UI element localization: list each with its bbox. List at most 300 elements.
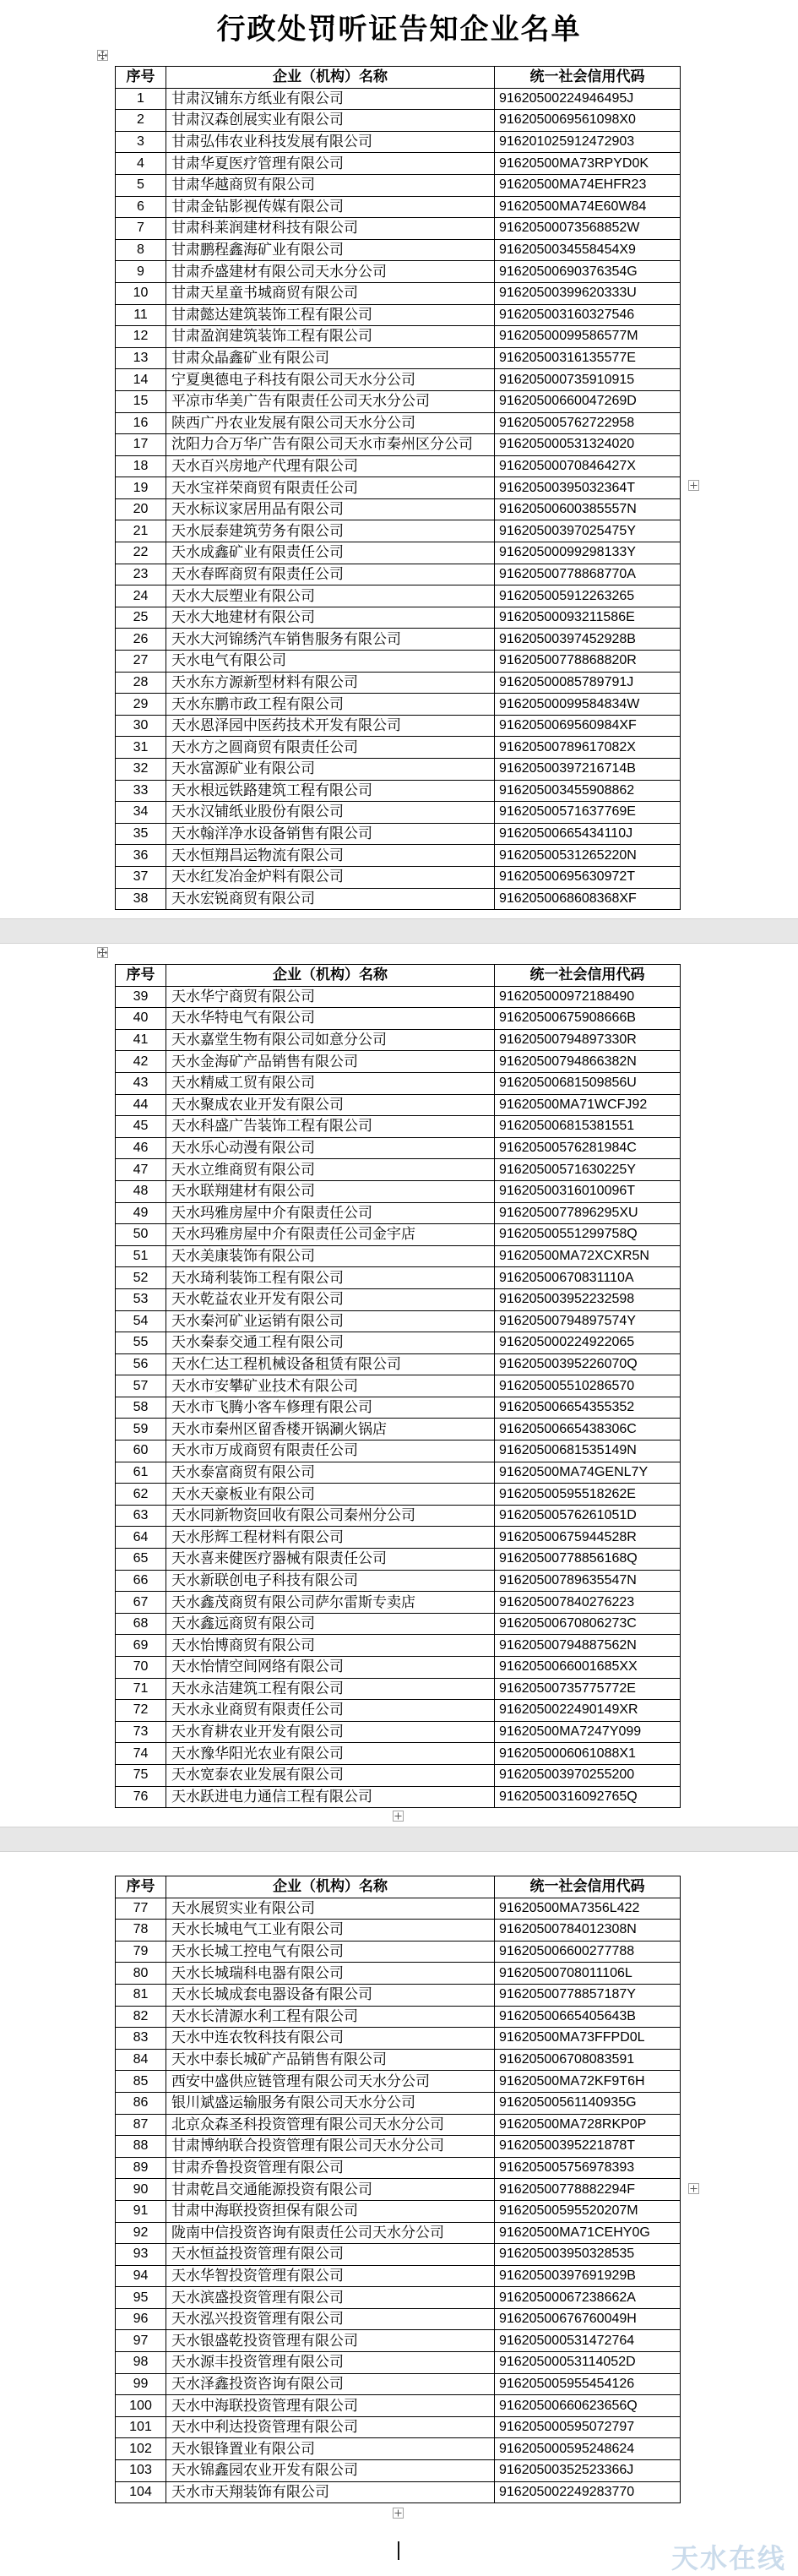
credit-code-cell: 9162050022490149XR — [495, 1700, 681, 1722]
table-row — [116, 2028, 681, 2050]
company-name-cell: 天水金海矿产品销售有限公司 — [166, 1051, 495, 1073]
company-name-cell: 甘肃科莱润建材科技有限公司 — [166, 218, 495, 240]
credit-code-cell: 91620500MA74EHFR23 — [495, 174, 681, 196]
credit-code-cell: 91620500395221878T — [495, 2136, 681, 2158]
table-row — [116, 1180, 681, 1202]
table-row — [116, 585, 681, 607]
credit-code-cell: 91620500316092765Q — [495, 1786, 681, 1808]
credit-code-cell: 916201025912472903 — [495, 131, 681, 153]
company-name-cell: 天水跃进电力通信工程有限公司 — [166, 1786, 495, 1808]
company-name-cell: 天水方之圆商贸有限责任公司 — [166, 737, 495, 759]
table-row — [116, 2092, 681, 2114]
serial-number-cell: 74 — [116, 1743, 166, 1765]
table-row — [116, 2460, 681, 2482]
serial-number-cell: 36 — [116, 845, 166, 867]
table-row — [116, 1484, 681, 1506]
table-row — [116, 1743, 681, 1765]
table-row — [116, 1527, 681, 1549]
credit-code-cell: 91620500399620333U — [495, 282, 681, 304]
company-name-cell: 天水琦利装饰工程有限公司 — [166, 1267, 495, 1289]
company-name-cell: 天水东方源新型材料有限公司 — [166, 672, 495, 694]
company-name-cell: 天水市安攀矿业技术有限公司 — [166, 1375, 495, 1397]
credit-code-cell: 91620500778856168Q — [495, 1549, 681, 1571]
company-name-cell: 甘肃华夏医疗管理有限公司 — [166, 153, 495, 175]
table-row — [116, 2179, 681, 2201]
table-row — [116, 1245, 681, 1267]
credit-code-cell: 91620500789635547N — [495, 1570, 681, 1592]
company-name-cell: 天水长城工控电气有限公司 — [166, 1941, 495, 1963]
header-serial-number: 序号 — [116, 1876, 166, 1898]
credit-code-cell: 916205000531472764 — [495, 2330, 681, 2352]
header-company-name: 企业（机构）名称 — [166, 1876, 495, 1898]
credit-code-cell: 916205005955454126 — [495, 2373, 681, 2395]
header-serial-number: 序号 — [116, 67, 166, 89]
credit-code-cell: 916205000531324020 — [495, 434, 681, 456]
table-row — [116, 261, 681, 283]
serial-number-cell: 103 — [116, 2460, 166, 2482]
serial-number-cell: 14 — [116, 369, 166, 391]
table-row — [116, 2373, 681, 2395]
credit-code-cell: 91620500665405643B — [495, 2006, 681, 2028]
table-row — [116, 1570, 681, 1592]
company-name-cell: 天水玛雅房屋中介有限责任公司金宇店 — [166, 1224, 495, 1246]
company-name-cell: 天水精威工贸有限公司 — [166, 1072, 495, 1094]
serial-number-cell: 89 — [116, 2157, 166, 2179]
insert-row-plus-icon[interactable] — [688, 480, 699, 491]
company-name-cell: 天水银盛乾投资管理有限公司 — [166, 2330, 495, 2352]
table-row — [116, 282, 681, 304]
table-row — [116, 1635, 681, 1657]
table-row — [116, 1613, 681, 1635]
company-name-cell: 天水大地建材有限公司 — [166, 607, 495, 629]
table-row — [116, 715, 681, 737]
document-title: 行政处罚听证告知企业名单 — [216, 13, 582, 46]
serial-number-cell: 33 — [116, 780, 166, 802]
credit-code-cell: 91620500MA73FFPD0L — [495, 2028, 681, 2050]
credit-code-cell: 91620500MA71WCFJ92 — [495, 1094, 681, 1116]
credit-code-cell: 91620500794897330R — [495, 1029, 681, 1051]
company-name-cell: 天水怡情空间网络有限公司 — [166, 1657, 495, 1679]
serial-number-cell: 65 — [116, 1549, 166, 1571]
table-row — [116, 564, 681, 585]
company-name-cell: 天水永业商贸有限责任公司 — [166, 1700, 495, 1722]
credit-code-cell: 91620500660047269D — [495, 390, 681, 412]
credit-code-cell: 916205006654355352 — [495, 1397, 681, 1419]
credit-code-cell: 91620500778857187Y — [495, 1984, 681, 2006]
serial-number-cell: 54 — [116, 1310, 166, 1332]
table-row — [116, 737, 681, 759]
serial-number-cell: 82 — [116, 2006, 166, 2028]
company-name-cell: 甘肃中海联投资担保有限公司 — [166, 2200, 495, 2222]
table-move-icon[interactable] — [97, 50, 108, 61]
table-row — [116, 1764, 681, 1786]
company-name-cell: 天水恒益投资管理有限公司 — [166, 2244, 495, 2266]
table-row — [116, 2330, 681, 2352]
company-name-cell: 天水大河锦绣汽车销售服务有限公司 — [166, 629, 495, 651]
table-row — [116, 390, 681, 412]
table-row — [116, 651, 681, 673]
serial-number-cell: 55 — [116, 1332, 166, 1354]
company-name-cell: 甘肃华越商贸有限公司 — [166, 174, 495, 196]
serial-number-cell: 94 — [116, 2265, 166, 2287]
credit-code-cell: 916205003950328535 — [495, 2244, 681, 2266]
credit-code-cell: 916205005756978393 — [495, 2157, 681, 2179]
header-credit-code: 统一社会信用代码 — [495, 1876, 681, 1898]
company-name-cell: 甘肃乔盛建材有限公司天水分公司 — [166, 261, 495, 283]
serial-number-cell: 23 — [116, 564, 166, 585]
company-name-cell: 天水市万成商贸有限责任公司 — [166, 1440, 495, 1462]
company-name-cell: 天水富源矿业有限公司 — [166, 759, 495, 781]
company-name-cell: 天水仁达工程机械设备租赁有限公司 — [166, 1353, 495, 1375]
table-row — [116, 1941, 681, 1963]
company-name-cell: 天水华宁商贸有限公司 — [166, 986, 495, 1008]
serial-number-cell: 68 — [116, 1613, 166, 1635]
serial-number-cell: 16 — [116, 412, 166, 434]
serial-number-cell: 92 — [116, 2222, 166, 2244]
credit-code-cell: 91620500778882294F — [495, 2179, 681, 2201]
credit-code-cell: 9162050069560984XF — [495, 715, 681, 737]
serial-number-cell: 39 — [116, 986, 166, 1008]
company-name-cell: 甘肃鹏程鑫海矿业有限公司 — [166, 239, 495, 261]
table-row — [116, 2416, 681, 2438]
company-name-cell: 天水电气有限公司 — [166, 651, 495, 673]
credit-code-cell: 91620500778868770A — [495, 564, 681, 585]
company-name-cell: 甘肃汉铺东方纸业有限公司 — [166, 88, 495, 110]
serial-number-cell: 61 — [116, 1462, 166, 1484]
company-name-cell: 天水市天翔装饰有限公司 — [166, 2481, 495, 2503]
table-row — [116, 304, 681, 326]
serial-number-cell: 104 — [116, 2481, 166, 2503]
table-row — [116, 1592, 681, 1614]
credit-code-cell: 91620500571630225Y — [495, 1159, 681, 1181]
table-row — [116, 629, 681, 651]
table-row — [116, 1116, 681, 1138]
table-row — [116, 1440, 681, 1462]
serial-number-cell: 101 — [116, 2416, 166, 2438]
table-row — [116, 845, 681, 867]
serial-number-cell: 81 — [116, 1984, 166, 2006]
serial-number-cell: 67 — [116, 1592, 166, 1614]
table-row — [116, 1353, 681, 1375]
company-name-cell: 天水翰洋净水设备销售有限公司 — [166, 823, 495, 845]
credit-code-cell: 91620500675944528R — [495, 1527, 681, 1549]
credit-code-cell: 91620500675908666B — [495, 1008, 681, 1030]
credit-code-cell: 916205003455908862 — [495, 780, 681, 802]
credit-code-cell: 91620500MA71CEHY0G — [495, 2222, 681, 2244]
table-row — [116, 153, 681, 175]
company-name-cell: 天水长城电气工业有限公司 — [166, 1920, 495, 1942]
table-row — [116, 1051, 681, 1073]
serial-number-cell: 72 — [116, 1700, 166, 1722]
serial-number-cell: 27 — [116, 651, 166, 673]
company-name-cell: 陇南中信投资咨询有限责任公司天水分公司 — [166, 2222, 495, 2244]
serial-number-cell: 100 — [116, 2395, 166, 2417]
table-row — [116, 347, 681, 369]
table-row — [116, 694, 681, 716]
serial-number-cell: 44 — [116, 1094, 166, 1116]
serial-number-cell: 18 — [116, 455, 166, 477]
credit-code-cell: 91620500099584834W — [495, 694, 681, 716]
credit-code-cell: 91620500085789791J — [495, 672, 681, 694]
credit-code-cell: 916205005912263265 — [495, 585, 681, 607]
company-name-cell: 北京众森圣科投资管理有限公司天水分公司 — [166, 2114, 495, 2136]
company-name-cell: 天水春晖商贸有限责任公司 — [166, 564, 495, 585]
company-name-cell: 天水鑫远商贸有限公司 — [166, 1613, 495, 1635]
company-name-cell: 天水育耕农业开发有限公司 — [166, 1721, 495, 1743]
serial-number-cell: 56 — [116, 1353, 166, 1375]
insert-row-plus-icon[interactable] — [688, 2183, 699, 2194]
credit-code-cell: 91620500352523366J — [495, 2460, 681, 2482]
header-company-name: 企业（机构）名称 — [166, 67, 495, 89]
credit-code-cell: 91620500070846427X — [495, 455, 681, 477]
credit-code-cell: 916205006708083591 — [495, 2049, 681, 2071]
company-name-cell: 天水华智投资管理有限公司 — [166, 2265, 495, 2287]
table-row — [116, 520, 681, 542]
company-name-cell: 西安中盛供应链管理有限公司天水分公司 — [166, 2071, 495, 2093]
credit-code-cell: 916205000595072797 — [495, 2416, 681, 2438]
serial-number-cell: 60 — [116, 1440, 166, 1462]
document-page-3[interactable] — [0, 1852, 798, 2576]
company-name-cell: 甘肃众晶鑫矿业有限公司 — [166, 347, 495, 369]
serial-number-cell: 15 — [116, 390, 166, 412]
serial-number-cell: 76 — [116, 1786, 166, 1808]
table-row — [116, 2157, 681, 2179]
table-row — [116, 1288, 681, 1310]
header-serial-number: 序号 — [116, 965, 166, 987]
serial-number-cell: 8 — [116, 239, 166, 261]
credit-code-cell: 91620500778868820R — [495, 651, 681, 673]
company-name-cell: 天水华特电气有限公司 — [166, 1008, 495, 1030]
credit-code-cell: 91620500690376354G — [495, 261, 681, 283]
serial-number-cell: 4 — [116, 153, 166, 175]
credit-code-cell: 91620500595518262E — [495, 1484, 681, 1506]
company-table-page-1 — [115, 66, 681, 910]
insert-column-plus-icon[interactable] — [393, 1811, 404, 1822]
table-row — [116, 1267, 681, 1289]
company-name-cell: 甘肃乾昌交通能源投资有限公司 — [166, 2179, 495, 2201]
table-row — [116, 759, 681, 781]
insert-column-plus-icon[interactable] — [393, 2508, 404, 2519]
company-name-cell: 天水中海联投资管理有限公司 — [166, 2395, 495, 2417]
serial-number-cell: 3 — [116, 131, 166, 153]
serial-number-cell: 2 — [116, 110, 166, 132]
credit-code-cell: 91620500561140935G — [495, 2092, 681, 2114]
company-name-cell: 天水大辰塑业有限公司 — [166, 585, 495, 607]
company-name-cell: 甘肃金钻影视传媒有限公司 — [166, 196, 495, 218]
company-name-cell: 平凉市华美广告有限责任公司天水分公司 — [166, 390, 495, 412]
table-row — [116, 131, 681, 153]
serial-number-cell: 26 — [116, 629, 166, 651]
serial-number-cell: 6 — [116, 196, 166, 218]
company-name-cell: 天水泰富商贸有限公司 — [166, 1462, 495, 1484]
table-row — [116, 1419, 681, 1440]
table-row — [116, 455, 681, 477]
table-row — [116, 823, 681, 845]
credit-code-cell: 916205005510286570 — [495, 1375, 681, 1397]
serial-number-cell: 66 — [116, 1570, 166, 1592]
company-name-cell: 天水永洁建筑工程有限公司 — [166, 1678, 495, 1700]
table-row — [116, 1137, 681, 1159]
company-name-cell: 天水标议家居用品有限公司 — [166, 498, 495, 520]
credit-code-cell: 91620500660623656Q — [495, 2395, 681, 2417]
serial-number-cell: 46 — [116, 1137, 166, 1159]
company-name-cell: 天水秦泰交通工程有限公司 — [166, 1332, 495, 1354]
credit-code-cell: 916205002249283770 — [495, 2481, 681, 2503]
company-name-cell: 宁夏奥德电子科技有限公司天水分公司 — [166, 369, 495, 391]
credit-code-cell: 91620500576281984C — [495, 1137, 681, 1159]
serial-number-cell: 37 — [116, 866, 166, 888]
table-row — [116, 1786, 681, 1808]
company-name-cell: 天水红发冶金炉料有限公司 — [166, 866, 495, 888]
document-page-1[interactable] — [0, 0, 798, 918]
credit-code-cell: 91620500695630972T — [495, 866, 681, 888]
credit-code-cell: 916205003970255200 — [495, 1764, 681, 1786]
table-row — [116, 2395, 681, 2417]
credit-code-cell: 91620500794897574Y — [495, 1310, 681, 1332]
company-name-cell: 甘肃懿达建筑装饰工程有限公司 — [166, 304, 495, 326]
credit-code-cell: 91620500099586577M — [495, 326, 681, 348]
serial-number-cell: 75 — [116, 1764, 166, 1786]
company-name-cell: 天水宽泰农业发展有限公司 — [166, 1764, 495, 1786]
table-row — [116, 369, 681, 391]
header-credit-code: 统一社会信用代码 — [495, 965, 681, 987]
table-row — [116, 1721, 681, 1743]
serial-number-cell: 88 — [116, 2136, 166, 2158]
table-row — [116, 986, 681, 1008]
table-row — [116, 88, 681, 110]
document-page-2[interactable] — [0, 944, 798, 1827]
header-credit-code: 统一社会信用代码 — [495, 67, 681, 89]
credit-code-cell: 91620500093211586E — [495, 607, 681, 629]
table-row — [116, 802, 681, 824]
company-name-cell: 银川斌盛运输服务有限公司天水分公司 — [166, 2092, 495, 2114]
table-row — [116, 780, 681, 802]
table-row — [116, 1375, 681, 1397]
company-name-cell: 天水恩泽园中医药技术开发有限公司 — [166, 715, 495, 737]
serial-number-cell: 58 — [116, 1397, 166, 1419]
table-row — [116, 2136, 681, 2158]
company-name-cell: 天水宝祥荣商贸有限责任公司 — [166, 477, 495, 499]
company-name-cell: 甘肃弘伟农业科技发展有限公司 — [166, 131, 495, 153]
credit-code-cell: 91620500571637769E — [495, 802, 681, 824]
company-name-cell: 天水喜来健医疗器械有限责任公司 — [166, 1549, 495, 1571]
serial-number-cell: 80 — [116, 1963, 166, 1985]
table-row — [116, 2308, 681, 2330]
table-row — [116, 1029, 681, 1051]
table-row — [116, 1397, 681, 1419]
table-row — [116, 477, 681, 499]
credit-code-cell: 9162050066001685XX — [495, 1657, 681, 1679]
serial-number-cell: 71 — [116, 1678, 166, 1700]
table-move-icon[interactable] — [97, 947, 108, 958]
serial-number-cell: 11 — [116, 304, 166, 326]
company-name-cell: 天水百兴房地产代理有限公司 — [166, 455, 495, 477]
company-name-cell: 天水泓兴投资管理有限公司 — [166, 2308, 495, 2330]
table-header-row — [116, 67, 681, 89]
company-name-cell: 天水展贸实业有限公司 — [166, 1898, 495, 1920]
table-row — [116, 498, 681, 520]
serial-number-cell: 21 — [116, 520, 166, 542]
company-name-cell: 天水乾益农业开发有限公司 — [166, 1288, 495, 1310]
credit-code-cell: 91620500395226070Q — [495, 1353, 681, 1375]
table-row — [116, 542, 681, 564]
credit-code-cell: 9162050068608368XF — [495, 888, 681, 910]
table-row — [116, 1224, 681, 1246]
company-name-cell: 天水豫华阳光农业有限公司 — [166, 1743, 495, 1765]
credit-code-cell: 91620500224946495J — [495, 88, 681, 110]
table-row — [116, 2265, 681, 2287]
serial-number-cell: 43 — [116, 1072, 166, 1094]
credit-code-cell: 91620500681509856U — [495, 1072, 681, 1094]
credit-code-cell: 916205006600277788 — [495, 1941, 681, 1963]
credit-code-cell: 916205003952232598 — [495, 1288, 681, 1310]
table-row — [116, 2481, 681, 2503]
serial-number-cell: 19 — [116, 477, 166, 499]
company-name-cell: 天水恒翔昌运物流有限公司 — [166, 845, 495, 867]
serial-number-cell: 49 — [116, 1202, 166, 1224]
company-name-cell: 天水东鹏市政工程有限公司 — [166, 694, 495, 716]
table-row — [116, 1505, 681, 1527]
table-row — [116, 2049, 681, 2071]
serial-number-cell: 30 — [116, 715, 166, 737]
table-row — [116, 607, 681, 629]
header-company-name: 企业（机构）名称 — [166, 965, 495, 987]
serial-number-cell: 47 — [116, 1159, 166, 1181]
serial-number-cell: 28 — [116, 672, 166, 694]
table-row — [116, 888, 681, 910]
company-name-cell: 天水彤辉工程材料有限公司 — [166, 1527, 495, 1549]
table-row — [116, 2071, 681, 2093]
credit-code-cell: 91620500794866382N — [495, 1051, 681, 1073]
company-name-cell: 天水立维商贸有限公司 — [166, 1159, 495, 1181]
serial-number-cell: 52 — [116, 1267, 166, 1289]
company-name-cell: 天水美康装饰有限公司 — [166, 1245, 495, 1267]
serial-number-cell: 7 — [116, 218, 166, 240]
credit-code-cell: 91620500MA72KF9T6H — [495, 2071, 681, 2093]
table-row — [116, 1332, 681, 1354]
table-row — [116, 196, 681, 218]
company-name-cell: 天水银锋置业有限公司 — [166, 2438, 495, 2460]
table-row — [116, 1008, 681, 1030]
credit-code-cell: 916205005762722958 — [495, 412, 681, 434]
serial-number-cell: 91 — [116, 2200, 166, 2222]
serial-number-cell: 90 — [116, 2179, 166, 2201]
page-gap — [0, 918, 798, 944]
page-gap — [0, 1827, 798, 1852]
credit-code-cell: 91620500099298133Y — [495, 542, 681, 564]
company-table-page-2 — [115, 964, 681, 1808]
credit-code-cell: 91620500784012308N — [495, 1920, 681, 1942]
table-row — [116, 1700, 681, 1722]
credit-code-cell: 91620500073568852W — [495, 218, 681, 240]
serial-number-cell: 64 — [116, 1527, 166, 1549]
credit-code-cell: 91620500397691929B — [495, 2265, 681, 2287]
serial-number-cell: 34 — [116, 802, 166, 824]
company-name-cell: 天水鑫茂商贸有限公司萨尔雷斯专卖店 — [166, 1592, 495, 1614]
credit-code-cell: 91620500665438306C — [495, 1419, 681, 1440]
company-name-cell: 天水滨盛投资管理有限公司 — [166, 2287, 495, 2309]
table-row — [116, 174, 681, 196]
serial-number-cell: 84 — [116, 2049, 166, 2071]
company-name-cell: 天水成鑫矿业有限责任公司 — [166, 542, 495, 564]
table-header-row — [116, 1876, 681, 1898]
credit-code-cell: 91620500551299758Q — [495, 1224, 681, 1246]
company-name-cell: 天水市飞腾小客车修理有限公司 — [166, 1397, 495, 1419]
credit-code-cell: 91620500576261051D — [495, 1505, 681, 1527]
company-name-cell: 天水科盛广告装饰工程有限公司 — [166, 1116, 495, 1138]
serial-number-cell: 9 — [116, 261, 166, 283]
serial-number-cell: 35 — [116, 823, 166, 845]
